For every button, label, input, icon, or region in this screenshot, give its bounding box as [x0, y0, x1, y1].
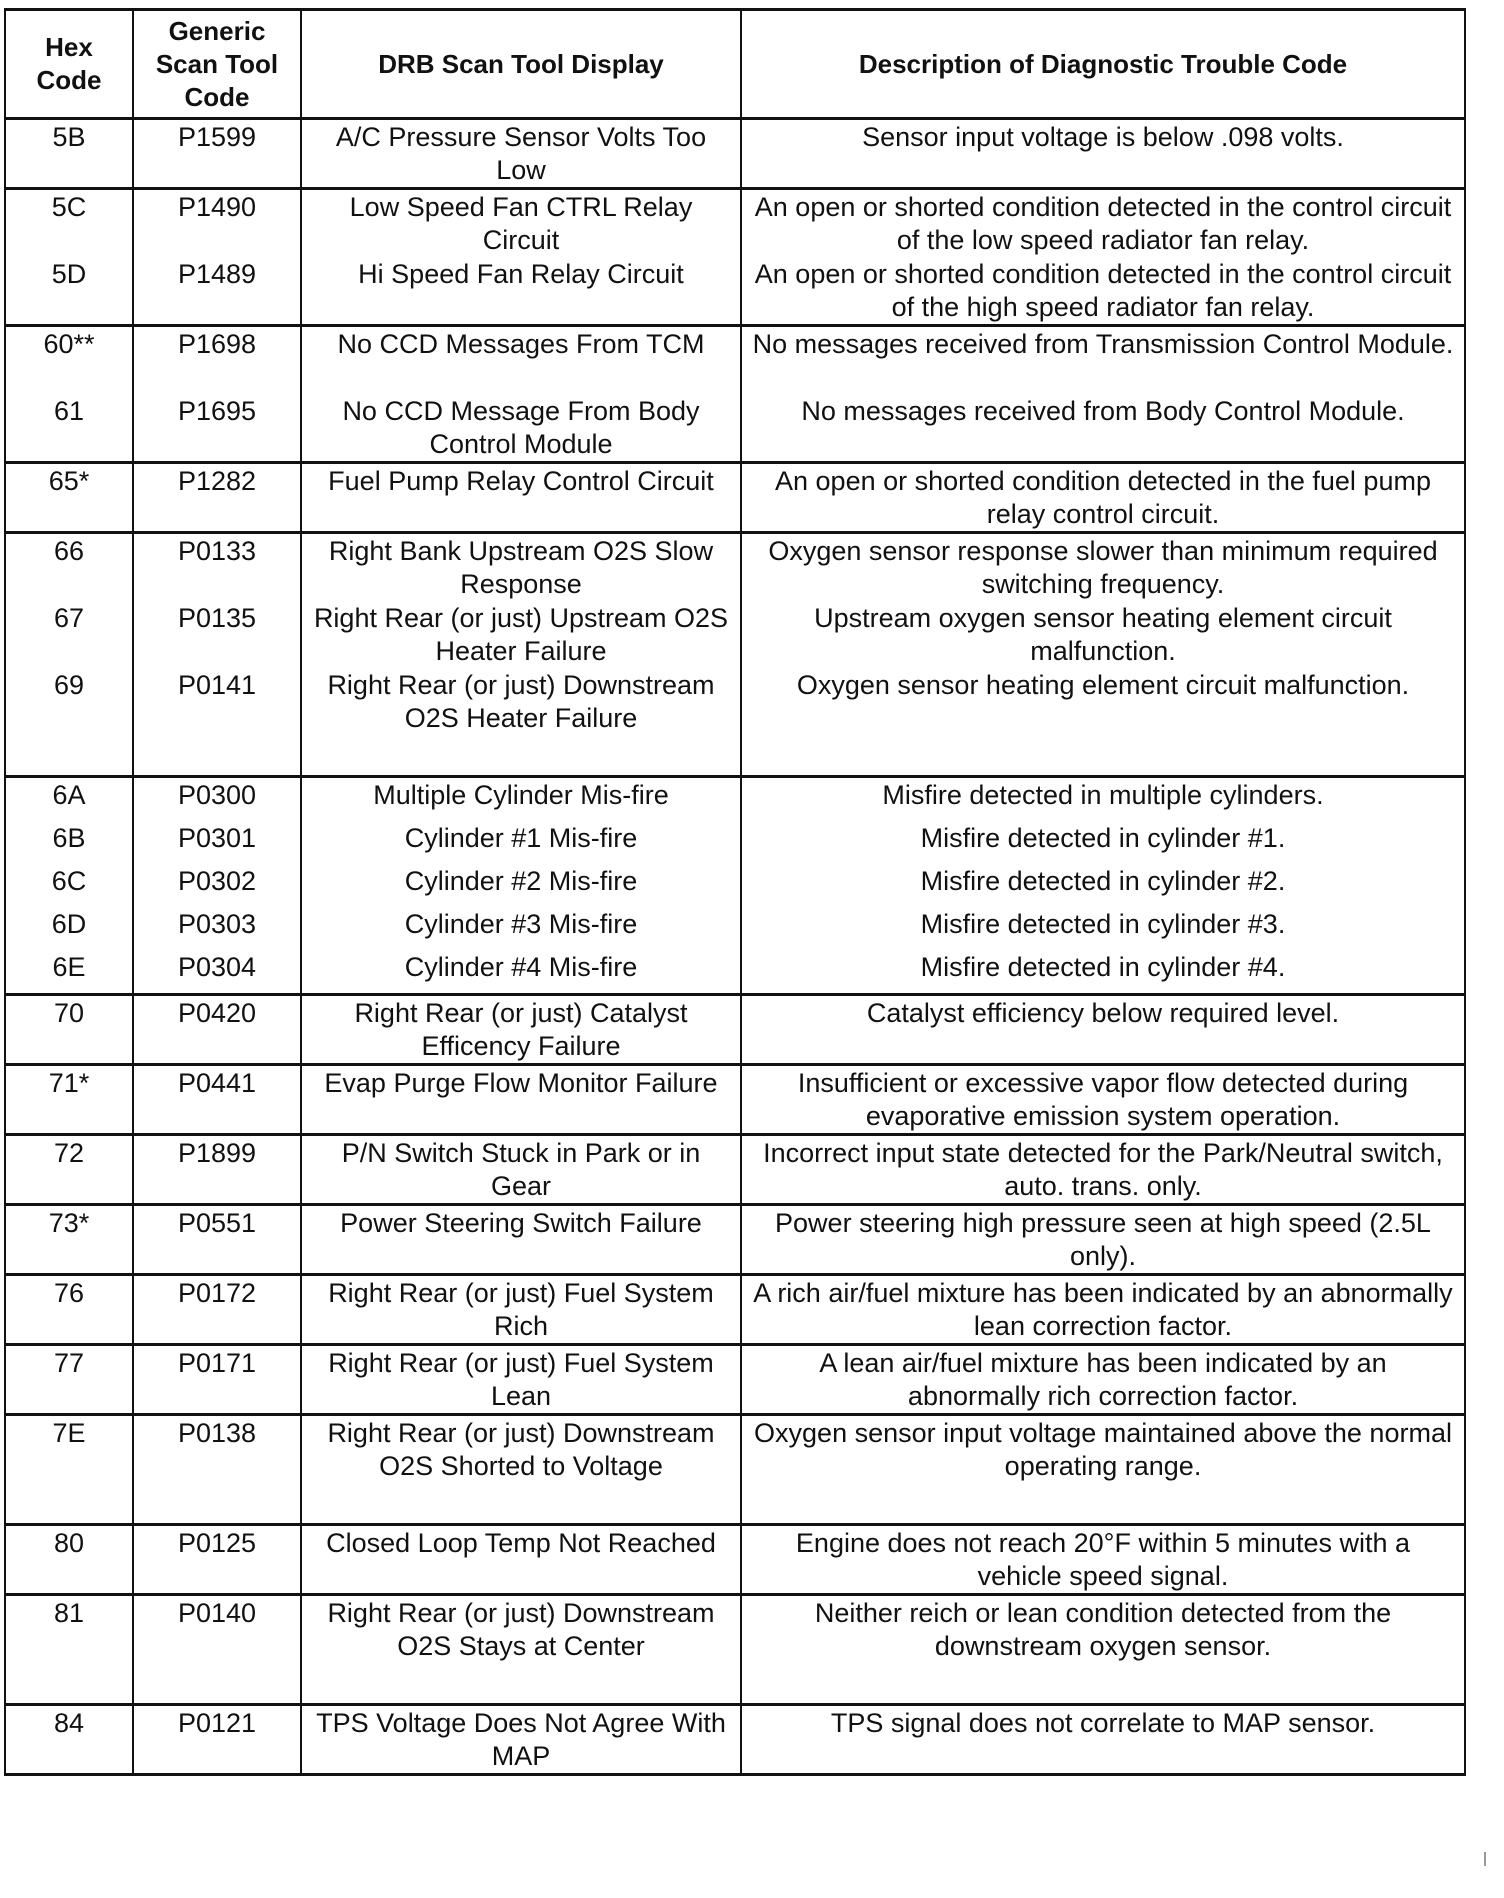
table-row: [5, 1205, 1465, 1275]
table-row: [5, 1065, 1465, 1135]
table-row: [5, 1345, 1465, 1415]
table-row: [5, 864, 1465, 907]
cell-drb-display: Closed Loop Temp Not Reached: [301, 1525, 741, 1595]
cell-drb-display: Right Rear (or just) Catalyst Efficency Failure: [301, 995, 741, 1065]
cell-description: An open or shorted condition detected in the control circuit of the high speed radiator fan relay.: [741, 257, 1465, 326]
table-header: [5, 10, 1465, 119]
cell-hex-code: 66: [5, 533, 133, 602]
table-row: [5, 533, 1465, 602]
cell-drb-display: Right Bank Upstream O2S Slow Response: [301, 533, 741, 602]
table-row: [5, 907, 1465, 950]
cell-generic-code: P0551: [133, 1205, 301, 1275]
cell-hex-code: 73*: [5, 1205, 133, 1275]
cell-drb-display: Right Rear (or just) Downstream O2S Shorted to Voltage: [301, 1415, 741, 1525]
cell-description: Misfire detected in cylinder #2.: [741, 864, 1465, 907]
cell-description: Oxygen sensor input voltage maintained above the normal operating range.: [741, 1415, 1465, 1525]
table-row: [5, 463, 1465, 533]
table-row: [5, 394, 1465, 463]
cell-drb-display: Right Rear (or just) Fuel System Rich: [301, 1275, 741, 1345]
cell-generic-code: P0125: [133, 1525, 301, 1595]
cell-hex-code: 6E: [5, 950, 133, 995]
table-row: [5, 1595, 1465, 1705]
cell-description: Oxygen sensor response slower than minimum required switching frequency.: [741, 533, 1465, 602]
cell-generic-code: P0141: [133, 668, 301, 777]
cell-hex-code: 6D: [5, 907, 133, 950]
cell-generic-code: P0171: [133, 1345, 301, 1415]
table-row: [5, 326, 1465, 395]
cell-description: Catalyst efficiency below required level.: [741, 995, 1465, 1065]
header-hex-code: Hex Code: [5, 10, 133, 119]
cell-description: Misfire detected in cylinder #3.: [741, 907, 1465, 950]
cell-drb-display: Right Rear (or just) Fuel System Lean: [301, 1345, 741, 1415]
table-row: [5, 1415, 1465, 1525]
cell-hex-code: 60**: [5, 326, 133, 395]
cell-generic-code: P0302: [133, 864, 301, 907]
cell-description: Upstream oxygen sensor heating element circuit malfunction.: [741, 601, 1465, 668]
cell-generic-code: P0304: [133, 950, 301, 995]
cell-hex-code: 65*: [5, 463, 133, 533]
cell-drb-display: Cylinder #2 Mis-fire: [301, 864, 741, 907]
table-row: [5, 668, 1465, 777]
table-row: [5, 950, 1465, 995]
cell-hex-code: 70: [5, 995, 133, 1065]
cell-generic-code: P0138: [133, 1415, 301, 1525]
cell-description: Incorrect input state detected for the Park/Neutral switch, auto. trans. only.: [741, 1135, 1465, 1205]
cell-hex-code: 7E: [5, 1415, 133, 1525]
cell-description: A rich air/fuel mixture has been indicated by an abnormally lean correction factor.: [741, 1275, 1465, 1345]
cell-description: An open or shorted condition detected in the control circuit of the low speed radiator fan relay.: [741, 189, 1465, 258]
cell-generic-code: P0441: [133, 1065, 301, 1135]
table-row: [5, 1705, 1465, 1775]
trouble-code-table: [4, 8, 1466, 1776]
header-generic-scan-tool-code: Generic Scan Tool Code: [133, 10, 301, 119]
table-row: [5, 821, 1465, 864]
cell-hex-code: 81: [5, 1595, 133, 1705]
cell-description: Misfire detected in cylinder #4.: [741, 950, 1465, 995]
cell-drb-display: Evap Purge Flow Monitor Failure: [301, 1065, 741, 1135]
cell-drb-display: Right Rear (or just) Downstream O2S Stays at Center: [301, 1595, 741, 1705]
cell-generic-code: P0172: [133, 1275, 301, 1345]
table-row: [5, 1275, 1465, 1345]
cell-drb-display: Right Rear (or just) Upstream O2S Heater Failure: [301, 601, 741, 668]
cell-generic-code: P1698: [133, 326, 301, 395]
cell-drb-display: Cylinder #1 Mis-fire: [301, 821, 741, 864]
cell-hex-code: 61: [5, 394, 133, 463]
table-row: [5, 601, 1465, 668]
cell-generic-code: P1599: [133, 119, 301, 189]
table-row: [5, 119, 1465, 189]
cell-hex-code: 69: [5, 668, 133, 777]
cell-hex-code: 5C: [5, 189, 133, 258]
table-row: [5, 257, 1465, 326]
table-row: [5, 995, 1465, 1065]
cell-drb-display: TPS Voltage Does Not Agree With MAP: [301, 1705, 741, 1775]
cell-hex-code: 5B: [5, 119, 133, 189]
header-drb-scan-tool-display: DRB Scan Tool Display: [301, 10, 741, 119]
cell-generic-code: P1695: [133, 394, 301, 463]
cell-description: TPS signal does not correlate to MAP sensor.: [741, 1705, 1465, 1775]
cell-generic-code: P0303: [133, 907, 301, 950]
cell-drb-display: No CCD Message From Body Control Module: [301, 394, 741, 463]
cell-generic-code: P0300: [133, 777, 301, 822]
margin-mark: [1484, 1852, 1486, 1866]
cell-description: Insufficient or excessive vapor flow detected during evaporative emission system operation.: [741, 1065, 1465, 1135]
cell-description: A lean air/fuel mixture has been indicated by an abnormally rich correction factor.: [741, 1345, 1465, 1415]
cell-generic-code: P1282: [133, 463, 301, 533]
cell-generic-code: P0135: [133, 601, 301, 668]
cell-hex-code: 6C: [5, 864, 133, 907]
cell-generic-code: P1490: [133, 189, 301, 258]
header-row: [5, 10, 1465, 119]
cell-generic-code: P1899: [133, 1135, 301, 1205]
table-row: [5, 189, 1465, 258]
table-row: [5, 1525, 1465, 1595]
cell-description: Misfire detected in cylinder #1.: [741, 821, 1465, 864]
cell-description: Power steering high pressure seen at high speed (2.5L only).: [741, 1205, 1465, 1275]
cell-drb-display: Multiple Cylinder Mis-fire: [301, 777, 741, 822]
cell-drb-display: Cylinder #3 Mis-fire: [301, 907, 741, 950]
cell-description: Oxygen sensor heating element circuit malfunction.: [741, 668, 1465, 777]
cell-drb-display: Cylinder #4 Mis-fire: [301, 950, 741, 995]
cell-generic-code: P1489: [133, 257, 301, 326]
cell-drb-display: No CCD Messages From TCM: [301, 326, 741, 395]
cell-generic-code: P0420: [133, 995, 301, 1065]
cell-description: Misfire detected in multiple cylinders.: [741, 777, 1465, 822]
cell-description: No messages received from Body Control Module.: [741, 394, 1465, 463]
cell-description: Sensor input voltage is below .098 volts.: [741, 119, 1465, 189]
cell-hex-code: 5D: [5, 257, 133, 326]
cell-drb-display: Low Speed Fan CTRL Relay Circuit: [301, 189, 741, 258]
cell-description: Neither reich or lean condition detected from the downstream oxygen sensor.: [741, 1595, 1465, 1705]
cell-description: No messages received from Transmission Control Module.: [741, 326, 1465, 395]
cell-hex-code: 80: [5, 1525, 133, 1595]
cell-hex-code: 76: [5, 1275, 133, 1345]
header-description: Description of Diagnostic Trouble Code: [741, 10, 1465, 119]
cell-generic-code: P0121: [133, 1705, 301, 1775]
cell-hex-code: 72: [5, 1135, 133, 1205]
cell-description: An open or shorted condition detected in the fuel pump relay control circuit.: [741, 463, 1465, 533]
cell-drb-display: Hi Speed Fan Relay Circuit: [301, 257, 741, 326]
cell-hex-code: 6B: [5, 821, 133, 864]
cell-drb-display: Right Rear (or just) Downstream O2S Heater Failure: [301, 668, 741, 777]
cell-hex-code: 84: [5, 1705, 133, 1775]
cell-drb-display: Fuel Pump Relay Control Circuit: [301, 463, 741, 533]
table-row: [5, 777, 1465, 822]
table-row: [5, 1135, 1465, 1205]
cell-generic-code: P0140: [133, 1595, 301, 1705]
cell-generic-code: P0133: [133, 533, 301, 602]
cell-hex-code: 6A: [5, 777, 133, 822]
cell-hex-code: 71*: [5, 1065, 133, 1135]
cell-drb-display: Power Steering Switch Failure: [301, 1205, 741, 1275]
cell-generic-code: P0301: [133, 821, 301, 864]
cell-drb-display: A/C Pressure Sensor Volts Too Low: [301, 119, 741, 189]
table-body: [5, 119, 1465, 1775]
cell-drb-display: P/N Switch Stuck in Park or in Gear: [301, 1135, 741, 1205]
cell-description: Engine does not reach 20°F within 5 minutes with a vehicle speed signal.: [741, 1525, 1465, 1595]
cell-hex-code: 67: [5, 601, 133, 668]
cell-hex-code: 77: [5, 1345, 133, 1415]
